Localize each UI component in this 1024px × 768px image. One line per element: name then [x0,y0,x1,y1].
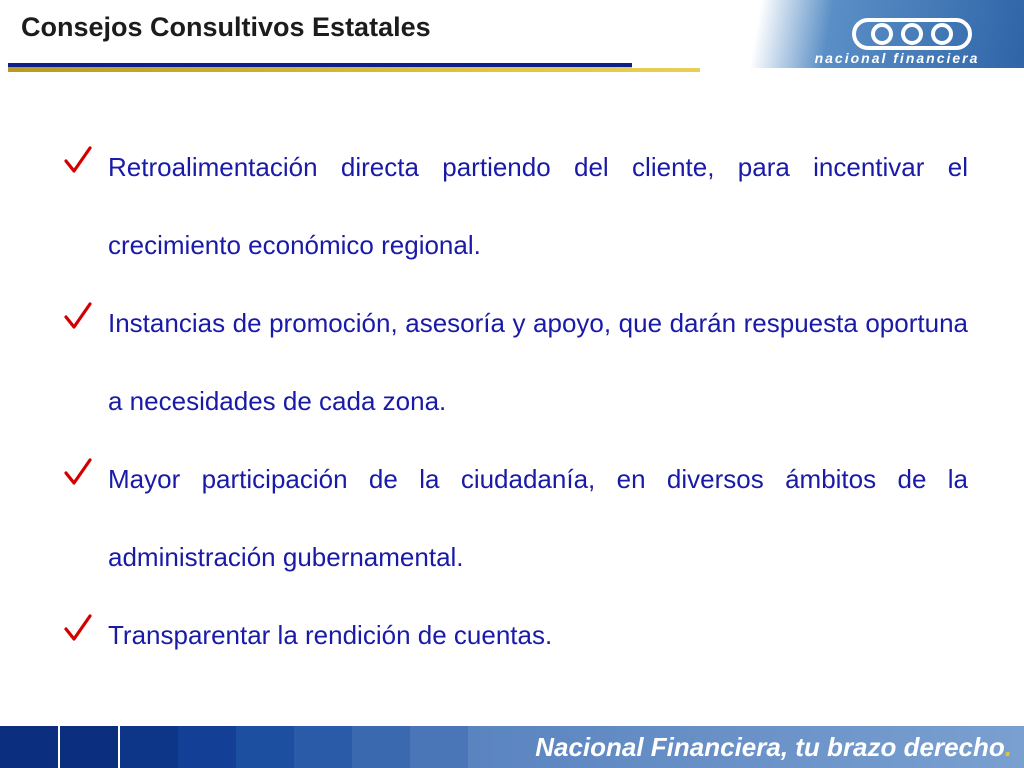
bullet-item [63,128,968,284]
title-rule-gold [8,67,700,72]
slide-title: Consejos Consultivos Estatales [21,12,431,42]
footer-block [410,726,468,768]
footer-block [178,726,236,768]
footer-block [294,726,352,768]
bullet-text: Transparentar la rendición de cuentas. [108,620,553,650]
bullet-item [63,284,968,440]
checkmark-icon [63,613,93,643]
nafin-logo-icon [852,14,972,54]
bullet-list [63,128,968,674]
footer-slogan: Nacional Financiera, tu brazo derecho. [535,732,1012,762]
bullet-text: Mayor participación de la ciudadanía, en diversos ámbitos de la administración gubernamental. [108,464,968,572]
footer-block [352,726,410,768]
footer-block [236,726,294,768]
logo-text: nacional financiera [814,50,980,66]
footer-block [0,726,60,768]
footer-block [60,726,120,768]
checkmark-icon [63,301,93,331]
bullet-item [63,440,968,596]
bullet-text: Instancias de promoción, asesoría y apoyo, que darán respuesta oportuna a necesidades de cada zona. [108,308,968,416]
checkmark-icon [63,145,93,175]
footer-block [120,726,178,768]
bullet-item [63,596,968,674]
bullet-text: Retroalimentación directa partiendo del cliente, para incentivar el crecimiento económico regional. [108,152,968,260]
checkmark-icon [63,457,93,487]
